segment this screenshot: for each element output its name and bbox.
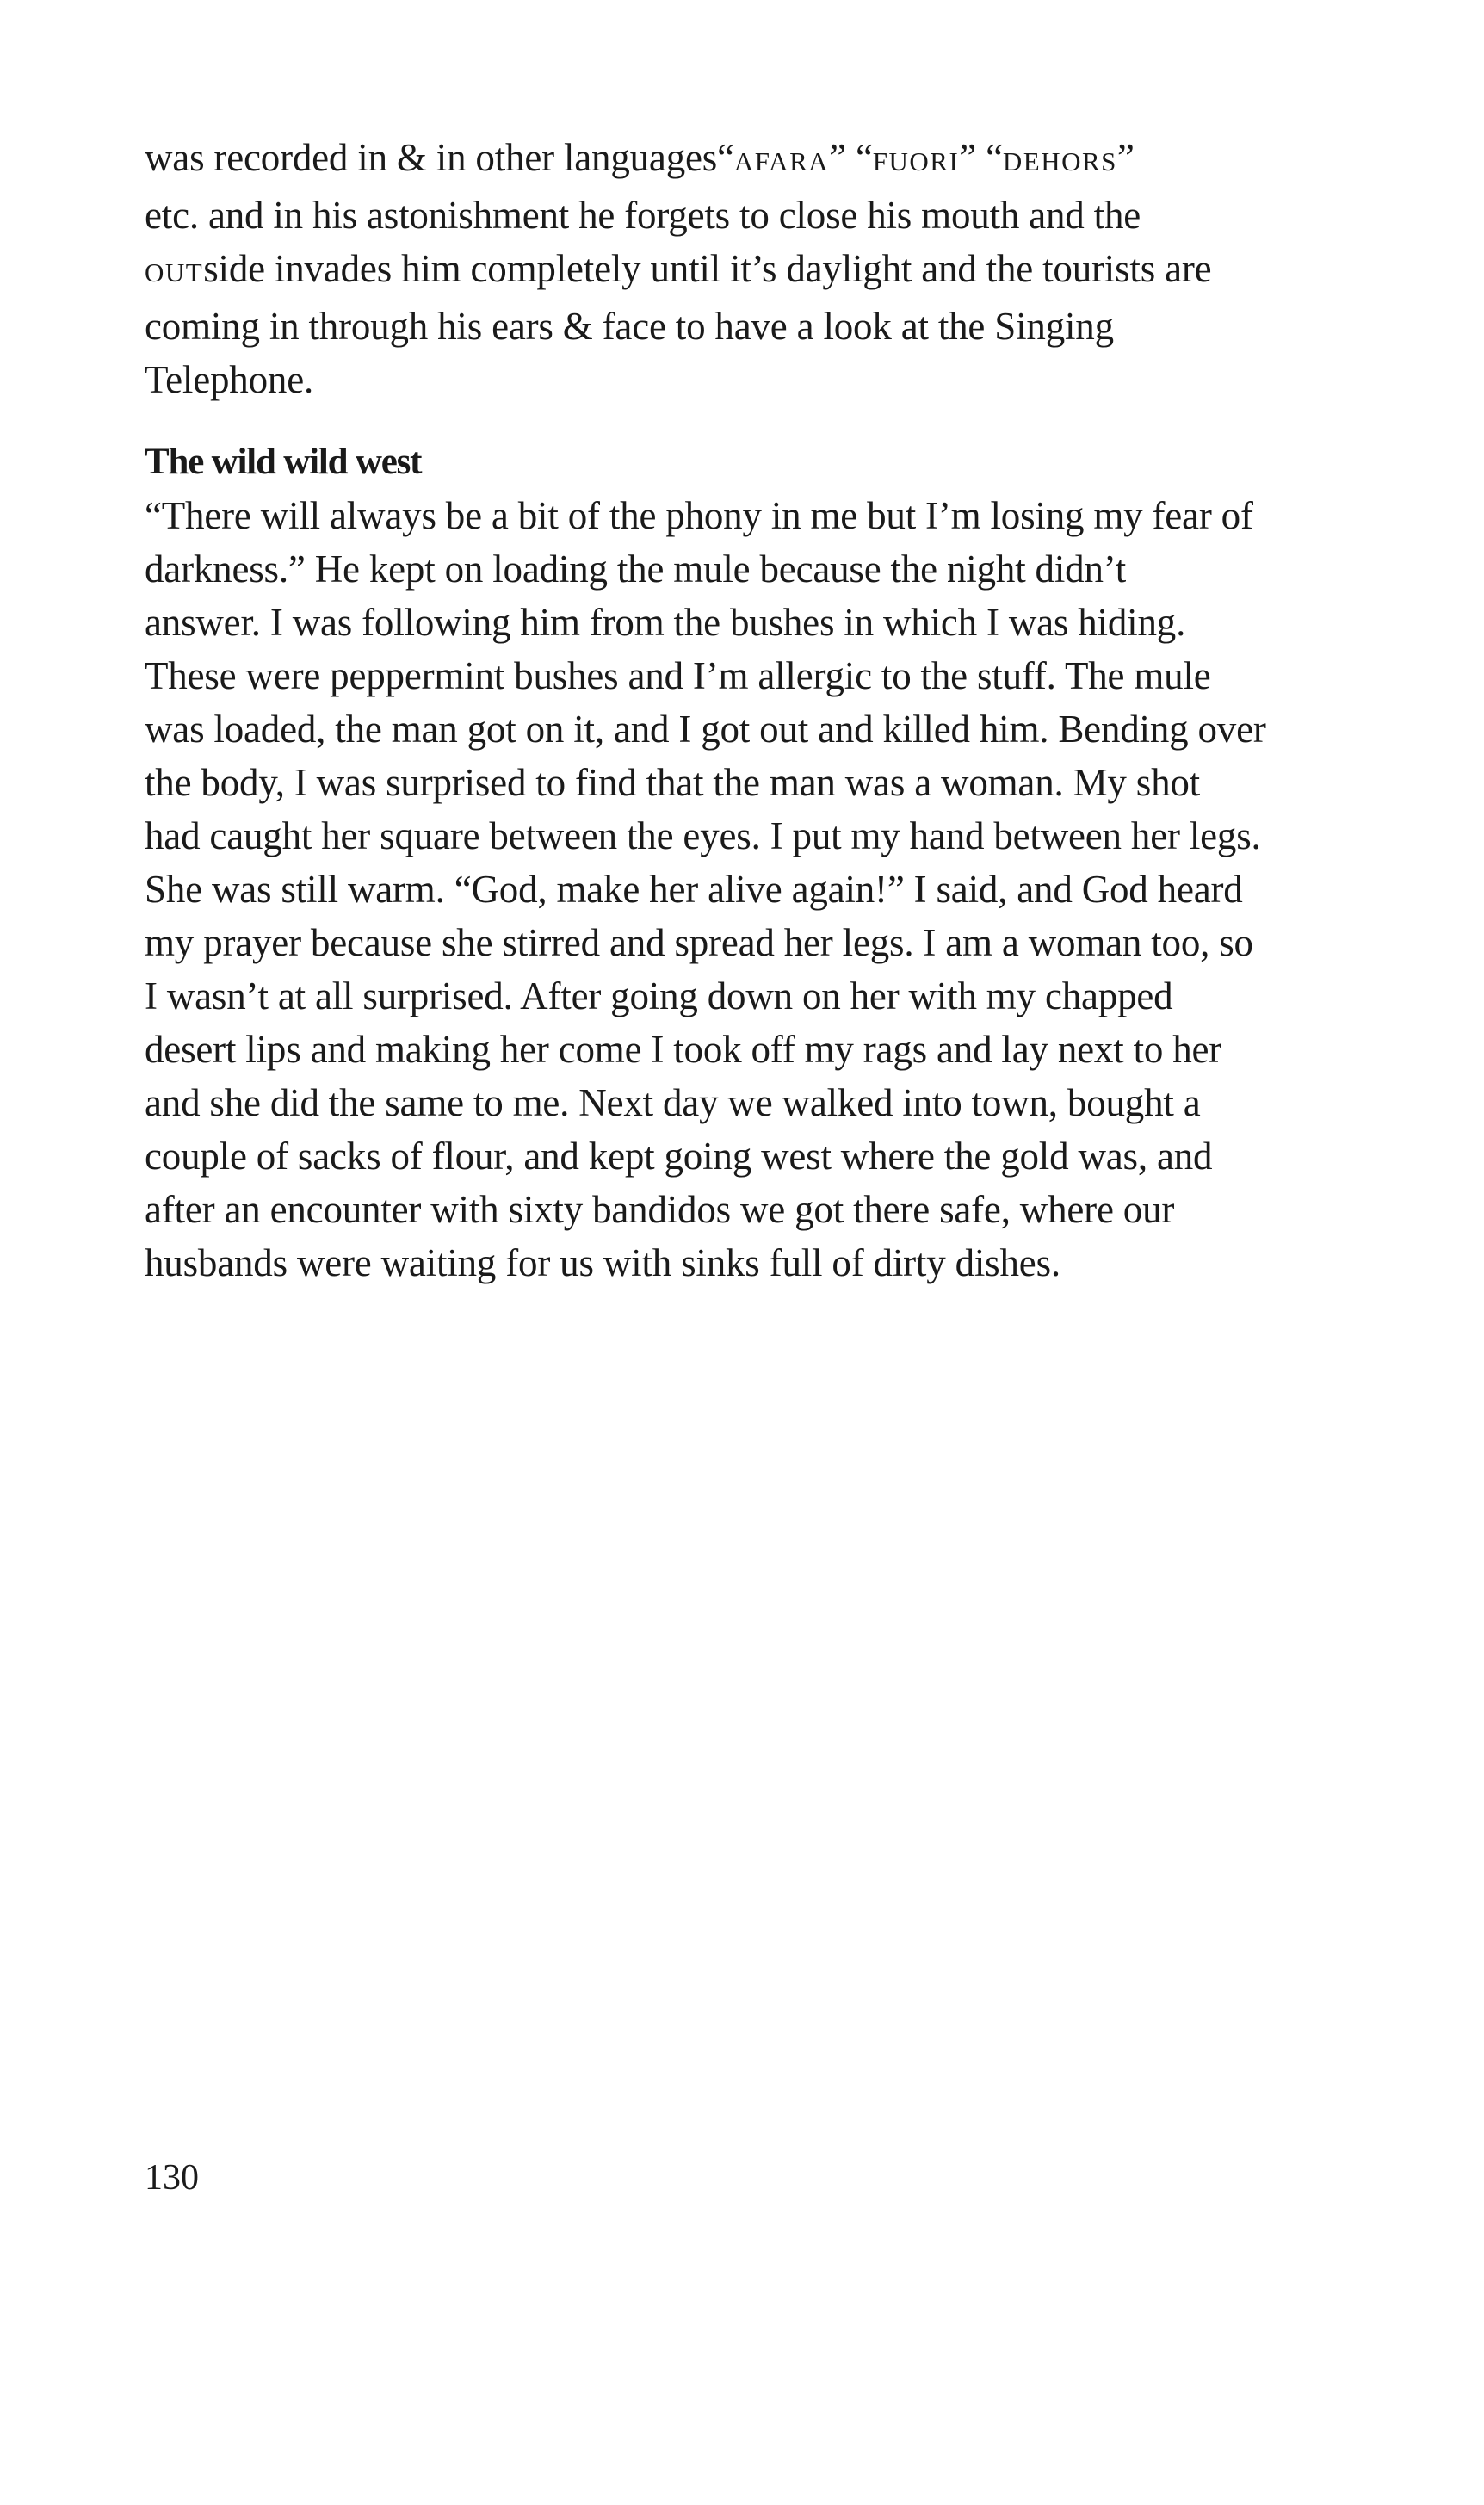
text-line: desert lips and making her come I took off my rags and lay next to her bbox=[145, 1028, 1222, 1071]
text-line: She was still warm. “God, make her alive again!” I said, and God heard bbox=[145, 868, 1243, 911]
page-body bbox=[145, 131, 1350, 1290]
text-line: was loaded, the man got on it, and I got out and killed him. Bending over bbox=[145, 708, 1266, 751]
text-line: “There will always be a bit of the phony in me but I’m losing my fear of bbox=[145, 494, 1253, 537]
text-line: These were peppermint bushes and I’m allergic to the stuff. The mule bbox=[145, 654, 1211, 697]
text-line: OUTside invades him completely until it’s daylight and the tourists are bbox=[145, 247, 1212, 290]
text-line: after an encounter with sixty bandidos we got there safe, where our bbox=[145, 1188, 1175, 1231]
section-heading: The wild wild west bbox=[145, 442, 422, 482]
text-line: my prayer because she stirred and spread her legs. I am a woman too, so bbox=[145, 921, 1253, 964]
page-number: 130 bbox=[145, 2158, 199, 2198]
text-line: was recorded in & in other languages“AFARA” “FUORI” “DEHORS” bbox=[145, 136, 1135, 179]
text-line: had caught her square between the eyes. I put my hand between her legs. bbox=[145, 814, 1261, 857]
text-line: husbands were waiting for us with sinks full of dirty dishes. bbox=[145, 1241, 1060, 1284]
text-line: and she did the same to me. Next day we walked into town, bought a bbox=[145, 1081, 1201, 1124]
text-line: I wasn’t at all surprised. After going down on her with my chapped bbox=[145, 974, 1173, 1017]
story-paragraph bbox=[145, 489, 1350, 1290]
text-line: answer. I was following him from the bushes in which I was hiding. bbox=[145, 601, 1186, 644]
text-line: the body, I was surprised to find that the man was a woman. My shot bbox=[145, 761, 1200, 804]
text-line: etc. and in his astonishment he forgets to close his mouth and the bbox=[145, 194, 1141, 237]
text-line: couple of sacks of flour, and kept going west where the gold was, and bbox=[145, 1135, 1213, 1178]
text-line: darkness.” He kept on loading the mule because the night didn’t bbox=[145, 547, 1127, 591]
text-line: Telephone. bbox=[145, 358, 314, 401]
text-line: coming in through his ears & face to have a look at the Singing bbox=[145, 305, 1114, 348]
continuation-paragraph bbox=[145, 131, 1350, 406]
